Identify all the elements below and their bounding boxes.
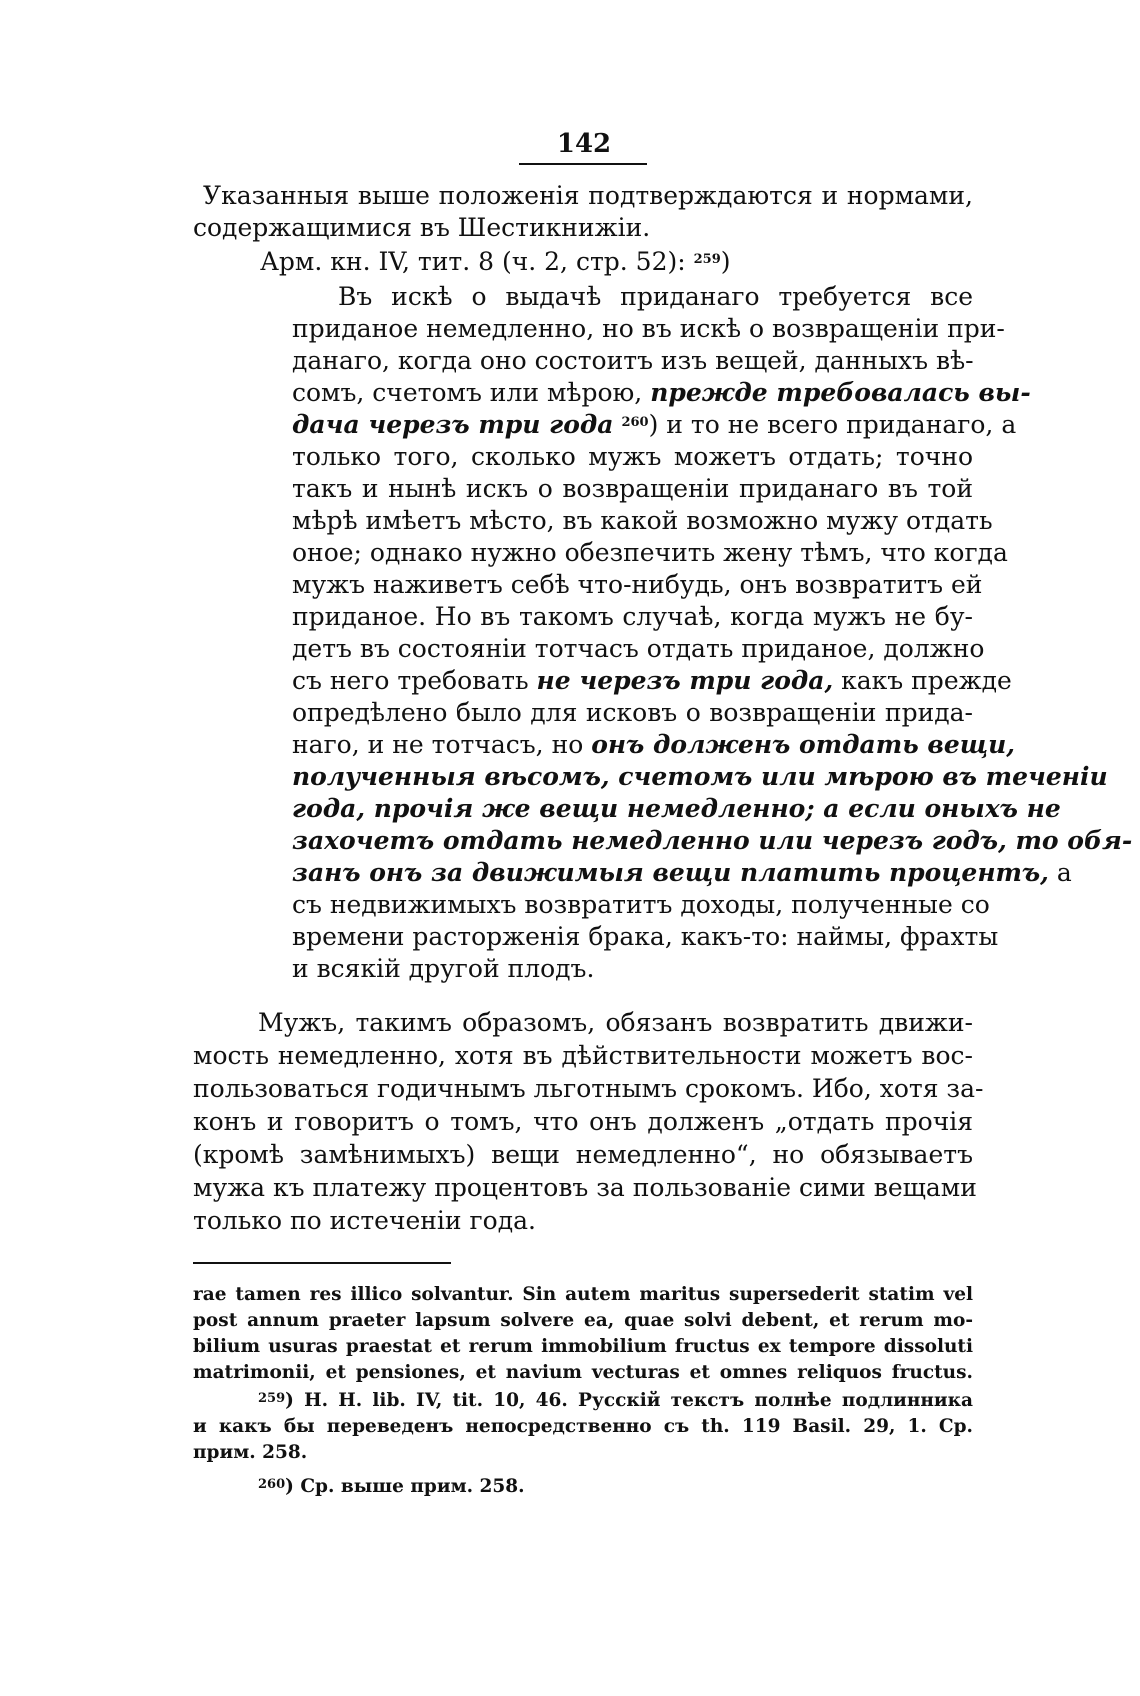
quote-emphasis: не черезъ три года, — [536, 666, 834, 695]
quote-line: года, прочія же вещи немедленно; а если оныхъ не — [292, 794, 1061, 823]
footnote-text: ) Ср. выше прим. 258. — [285, 1476, 525, 1497]
body-line: пользоваться годичнымъ льготнымъ срокомъ. Ибо, хотя за- — [193, 1074, 984, 1103]
body-line: Мужъ, такимъ образомъ, обязанъ возвратить движи- — [258, 1008, 973, 1037]
quote-line: захочетъ отдать немедленно или черезъ годъ, то обя- — [292, 826, 1133, 855]
quote-line: только того, сколько мужъ можетъ отдать; точно — [292, 442, 973, 471]
quote-text: какъ прежде — [841, 666, 1012, 695]
footnote-number: 260 — [258, 1477, 286, 1492]
footnote-ref: 260 — [621, 415, 649, 430]
quote-line: приданое немедленно, но въ искѣ о возвращеніи при- — [292, 314, 1005, 343]
quote-emphasis: дача черезъ три года — [292, 410, 614, 439]
page-number: 142 — [556, 129, 612, 159]
quote-line: полученныя вѣсомъ, счетомъ или мѣрою въ теченіи — [292, 762, 1108, 791]
quote-emphasis: онъ долженъ отдать вещи, — [591, 730, 1015, 759]
intro-line: содержащимися въ Шестикнижіи. — [193, 213, 651, 242]
quote-text: сомъ, счетомъ или мѣрою, — [292, 378, 643, 407]
citation: Арм. кн. IV, тит. 8 (ч. 2, стр. 52): $^{259}$) — [260, 247, 731, 276]
quote-line: такъ и нынѣ искъ о возвращеніи приданаго въ той — [292, 474, 973, 503]
intro-line: Указанныя выше положенія подтверждаются и нормами, — [203, 181, 973, 210]
quote-line: детъ въ состояніи тотчасъ отдать приданое, должно — [292, 634, 985, 663]
quote-line — [292, 729, 1015, 761]
body-line: (кромѣ замѣнимыхъ) вещи немедленно“, но обязываетъ — [193, 1140, 973, 1169]
footnote-260 — [258, 1474, 525, 1500]
quote-text: а — [1056, 858, 1072, 887]
quote-line — [292, 377, 1031, 409]
quote-line: мужъ наживетъ себѣ что-нибудь, онъ возвратитъ ей — [292, 570, 983, 599]
quote-line: мѣрѣ имѣетъ мѣсто, въ какой возможно мужу отдать — [292, 506, 993, 535]
footnote-line: bilium usuras praestat et rerum immobilium fructus ex tempore dissoluti — [193, 1336, 973, 1357]
footnote-ref: 259 — [693, 252, 721, 267]
footnote-line: matrimonii, et pensiones, et navium vecturas et omnes reliquos fructus. — [193, 1362, 973, 1383]
footnote-number: 259 — [258, 1391, 286, 1406]
page-number-rule — [519, 163, 647, 165]
quote-line: данаго, когда оно состоитъ изъ вещей, данныхъ вѣ- — [292, 346, 974, 375]
quote-line: приданое. Но въ такомъ случаѣ, когда мужъ не бу- — [292, 602, 973, 631]
quote-emphasis: прежде требовалась вы- — [650, 378, 1031, 407]
footnote-line: и какъ бы переведенъ непосредственно съ th. 119 Basil. 29, 1. Ср. — [193, 1416, 973, 1437]
citation-text: Арм. кн. IV, тит. 8 (ч. 2, стр. 52): — [260, 247, 686, 276]
body-line: только по истеченіи года. — [193, 1206, 536, 1235]
quote-line: опредѣлено было для исковъ о возвращеніи прида- — [292, 698, 973, 727]
footnote-line: прим. 258. — [193, 1442, 308, 1463]
quote-text: съ него требовать — [292, 666, 529, 695]
quote-line: Въ искѣ о выдачѣ приданаго требуется все — [338, 282, 973, 311]
footnote-line: rae tamen res illico solvantur. Sin autem maritus supersederit statim vel — [193, 1284, 973, 1305]
footnote-259 — [258, 1388, 973, 1414]
quote-line: оное; однако нужно обезпечить жену тѣмъ, что когда — [292, 538, 1008, 567]
quote-line — [292, 665, 1012, 697]
body-line: мужа къ платежу процентовъ за пользованіе сими вещами — [193, 1173, 977, 1202]
quote-text: ) и то не всего приданаго, а — [648, 410, 1017, 439]
quote-line — [292, 857, 1072, 889]
body-line: мость немедленно, хотя въ дѣйствительности можетъ вос- — [193, 1041, 973, 1070]
body-line: конъ и говоритъ о томъ, что онъ долженъ „отдать прочія — [193, 1107, 973, 1136]
footnote-line: post annum praeter lapsum solvere ea, quae solvi debent, et rerum mo- — [193, 1310, 973, 1331]
quote-text: наго, и не тотчасъ, но — [292, 730, 584, 759]
quote-line: и всякій другой плодъ. — [292, 954, 595, 983]
quote-emphasis: занъ онъ за движимыя вещи платить процентъ, — [292, 858, 1049, 887]
quote-line: съ недвижимыхъ возвратитъ доходы, полученные со — [292, 890, 990, 919]
footnote-rule — [193, 1262, 451, 1264]
quote-line — [292, 409, 1017, 441]
quote-line: времени расторженія брака, какъ-то: наймы, фрахты — [292, 922, 999, 951]
footnote-text: ) Н. Н. lib. IV, tit. 10, 46. Русскій текстъ полнѣе подлинника — [285, 1390, 973, 1411]
